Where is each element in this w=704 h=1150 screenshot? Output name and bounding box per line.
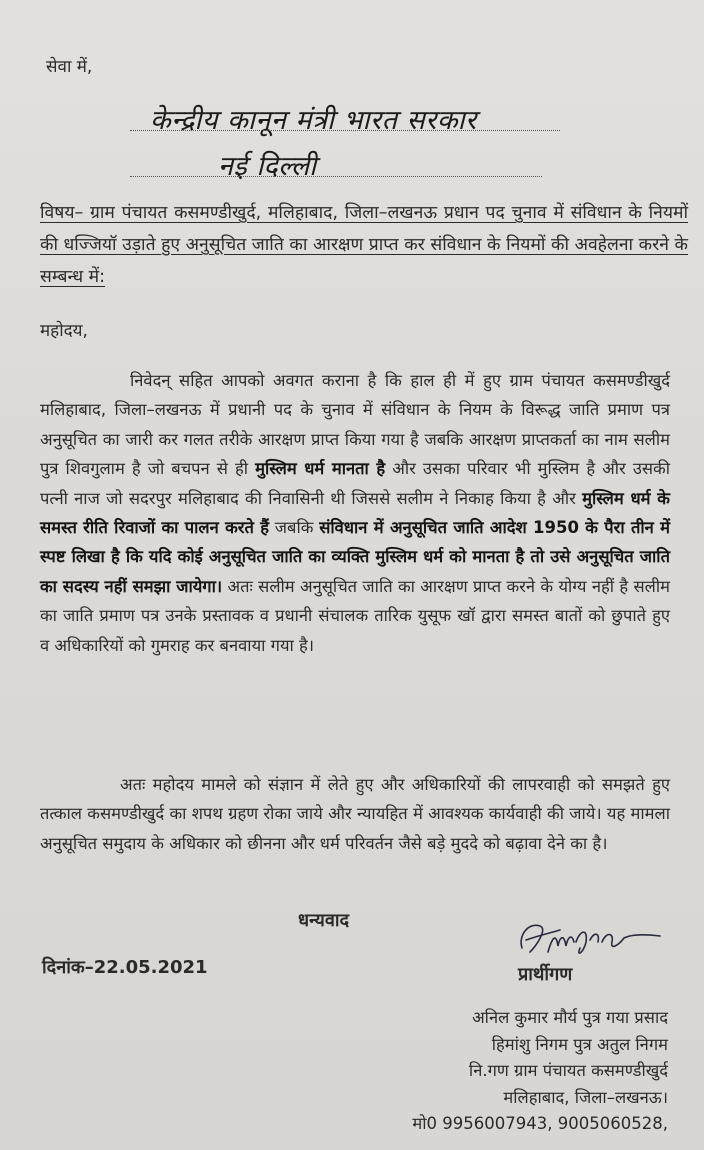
sender-line: नि.गण ग्राम पंचायत कसमण्डीखुर्द: [468, 1061, 668, 1080]
subject-text: विषय– ग्राम पंचायत कसमण्डीखुर्द, मलिहाबाद, जिला–लखनऊ प्रधान पद चुनाव में संविधान के नियमों की धज्जियॉ उड़ाते हुए अनुसूचित जाति का आरक्षण प्राप्त कर संविधान के नियमों की अवहेलना करने के सम्बन्ध में:: [40, 203, 688, 287]
para1-text-4: अतः सलीम अनुसूचित जाति का आरक्षण प्राप्त करने के योग्य नहीं है सलीम का जाति प्रमाण पत्र उनके प्रस्तावक व प्रधानी संचालक तारिक युसूफ खॉ द्वारा समस्त बातों को छुपाते हुए व अधिकारियों को गुमराह कर बनवाया गया है।: [40, 576, 670, 655]
sender-line: मलिहाबाद, जिला–लखनऊ।: [503, 1087, 668, 1107]
sender-block: [400, 1005, 668, 1138]
subject: [40, 197, 688, 293]
greeting: महोदय,: [40, 321, 88, 341]
para1-text-1: निवेदन् सहित आपको अवगत कराना है कि हाल ही में हुए ग्राम पंचायत कसमण्डीखुर्द मलिहाबाद, जिला–लखनऊ में प्रधानी पद के चुनाव में संविधान के नियम के विरूद्ध जाति प्रमाण पत्र अनुसूचित का जारी कर गलत तरीके आरक्षण प्राप्त किया गया है जबकि आरक्षण प्राप्तकर्ता का नाम सलीम पुत्र शिवगुलाम है जो बचपन से ही: [40, 371, 670, 479]
dotted-line-2: [130, 176, 542, 177]
thanks: धन्यवाद: [298, 910, 350, 931]
body-paragraph-1: [40, 366, 670, 660]
para1-text-3: जबकि: [268, 518, 320, 538]
para1-text-2: और उसका परिवार भी मुस्लिम है और उसकी पत्नी नाज जो सदरपुर मलिहाबाद की निवासिनी थी जिससे सलीम ने निकाह किया है और: [40, 459, 670, 508]
date: दिनांक–22.05.2021: [42, 957, 208, 978]
recipient-line-2: नई दिल्ली: [218, 151, 317, 182]
sender-line: अनिल कुमार मौर्य पुत्र गया प्रसाद: [472, 1008, 668, 1027]
para1-bold-1: मुस्लिम धर्म मानता है: [255, 459, 386, 479]
para1-bold-2: मुस्लिम धर्म के समस्त रीति रिवाजों का पालन करते हैं: [40, 488, 670, 538]
handwritten-signature: [514, 912, 664, 964]
salutation-to: सेवा में,: [46, 57, 93, 77]
recipient-line-1: केन्द्रीय कानून मंत्री भारत सरकार: [150, 105, 477, 136]
para1-bold-3: संविधान में अनुसूचित जाति आदेश 1950 के पैरा तीन में स्पष्ट लिखा है कि यदि कोई अनुसूचित जाति का व्यक्ति मुस्लिम धर्म को मानता है तो उसे अनुसूचित जाति का सदस्य नहीं समझा जायेगा।: [40, 518, 670, 596]
applicants-label: प्रार्थीगण: [518, 964, 573, 985]
body-paragraph-2: अतः महोदय मामले को संज्ञान में लेते हुए और अधिकारियों की लापरवाही को समझते हुए तत्काल कसमण्डीखुर्द का शपथ ग्रहण रोका जाये और न्यायहित में आवश्यक कार्यवाही की जाये। यह मामला अनुसूचित समुदाय के अधिकार को छीनना और धर्म परिवर्तन जैसे बड़े मुददे को बढ़ावा देने का है।: [40, 775, 670, 853]
sender-phone: मो0 9956007943, 9005060528,: [412, 1114, 668, 1133]
dotted-line-1: [130, 130, 560, 131]
sender-line: हिमांशु निगम पुत्र अतुल निगम: [491, 1034, 668, 1054]
